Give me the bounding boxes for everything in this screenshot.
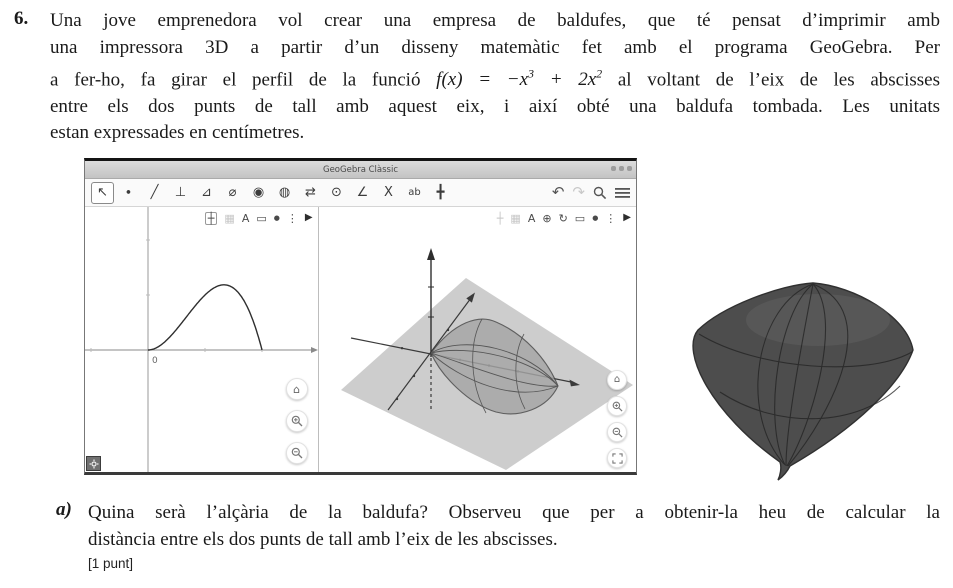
tool-buttons bbox=[91, 182, 552, 204]
statement-line: entre els dos punts de tall amb aquest eix, i així obté una baldufa tombada. Les unitats bbox=[50, 95, 940, 117]
part-a-line: distància entre els dos punts de tall amb l’eix de les abscisses. bbox=[88, 529, 558, 550]
plot-2d bbox=[85, 207, 318, 472]
settings-button[interactable] bbox=[86, 456, 101, 471]
axis-tick bbox=[446, 329, 448, 331]
statement-line-with-formula bbox=[50, 61, 940, 94]
question-number: 6. bbox=[14, 8, 29, 29]
angle-tool-icon: ∠ bbox=[356, 185, 369, 200]
question-statement bbox=[50, 8, 940, 147]
minimize-icon[interactable] bbox=[611, 166, 616, 171]
compass-tool-button[interactable] bbox=[325, 182, 348, 204]
conic-tool-icon: ◍ bbox=[278, 185, 291, 200]
line-tool-icon: ╱ bbox=[150, 185, 159, 200]
transform-tool-button[interactable] bbox=[299, 182, 322, 204]
statement-line: una impressora 3D a partir d’un disseny matemàtic fet amb el programa GeoGebra. Per bbox=[50, 36, 940, 58]
projection-icon[interactable]: ⊕ bbox=[542, 211, 552, 225]
compass-tool-icon: ⊙ bbox=[331, 185, 342, 200]
view-controls-2d bbox=[286, 378, 308, 464]
home-button[interactable] bbox=[286, 378, 308, 400]
geogebra-window bbox=[84, 158, 637, 475]
grid-icon[interactable]: ▦ bbox=[224, 211, 235, 225]
statement-line: estan expressades en centímetres. bbox=[50, 122, 305, 144]
perpendicular-line-tool-icon: ⊥ bbox=[174, 185, 187, 200]
spinning-top-figure bbox=[668, 262, 952, 490]
ellipse-tool-icon: ◉ bbox=[252, 185, 265, 200]
polygon-tool-button[interactable] bbox=[195, 182, 218, 204]
formula-exponent: 2 bbox=[596, 67, 603, 81]
close-icon[interactable] bbox=[627, 166, 632, 171]
home-button[interactable] bbox=[607, 370, 627, 390]
window-titlebar[interactable] bbox=[85, 161, 636, 179]
home-icon: ⌂ bbox=[613, 374, 621, 385]
formula-exponent: 3 bbox=[528, 67, 535, 81]
zoom-in-button[interactable] bbox=[607, 396, 627, 416]
search-icon[interactable] bbox=[593, 186, 607, 200]
stylebar-3d bbox=[497, 209, 631, 227]
text-tool-button[interactable] bbox=[377, 182, 400, 204]
transform-tool-icon: ⇄ bbox=[305, 185, 316, 200]
point-capture-icon[interactable]: ▭ bbox=[574, 211, 586, 225]
zoom-out-icon bbox=[612, 427, 623, 438]
x-axis-arrow bbox=[311, 347, 318, 353]
point-tool-button[interactable] bbox=[117, 182, 140, 204]
statement-text: a fer-ho, fa girar el perfil de la funció bbox=[50, 69, 437, 91]
fullscreen-button[interactable] bbox=[607, 448, 627, 468]
window-controls bbox=[611, 166, 632, 171]
axis-tick bbox=[395, 398, 397, 400]
part-a-text bbox=[88, 499, 940, 553]
part-a-label: a) bbox=[56, 499, 72, 520]
window-title: GeoGebra Clàssic bbox=[322, 164, 399, 175]
formula-mid: + 2x bbox=[534, 69, 597, 91]
geogebra-toolbar bbox=[85, 179, 636, 207]
collapse-stylebar-icon[interactable]: ▶ bbox=[623, 212, 631, 223]
label-tool-icon: ab bbox=[408, 186, 421, 198]
part-a-line: Quina serà l’alçària de la baldufa? Observeu que per a obtenir-la heu de calcular la bbox=[88, 502, 940, 523]
view-controls-3d bbox=[607, 370, 627, 468]
origin-label: 0 bbox=[152, 356, 158, 366]
gear-icon bbox=[89, 459, 99, 469]
conic-tool-button[interactable] bbox=[273, 182, 296, 204]
move-view-tool-button[interactable] bbox=[429, 182, 452, 204]
color-icon[interactable]: ● bbox=[592, 213, 599, 222]
text-tool-icon: X bbox=[384, 185, 393, 200]
z-axis-arrow-3d bbox=[427, 248, 435, 260]
maximize-icon[interactable] bbox=[619, 166, 624, 171]
redo-icon[interactable]: ↷ bbox=[572, 183, 585, 201]
formula-lead: f(x) = −x bbox=[436, 69, 529, 91]
home-icon: ⌂ bbox=[293, 382, 301, 396]
move-view-tool-icon: ╋ bbox=[436, 185, 445, 200]
move-tool-button[interactable] bbox=[91, 182, 114, 204]
axis-tick bbox=[412, 375, 414, 377]
undo-icon[interactable]: ↶ bbox=[551, 183, 565, 201]
ellipse-tool-button[interactable] bbox=[247, 182, 270, 204]
color-icon[interactable]: ● bbox=[273, 213, 280, 222]
zoom-in-button[interactable] bbox=[286, 410, 308, 432]
point-capture-icon[interactable]: ▭ bbox=[256, 211, 267, 225]
graphics-view-2d[interactable] bbox=[85, 207, 319, 472]
menu-icon[interactable] bbox=[615, 187, 630, 199]
more-icon[interactable]: ⋮ bbox=[286, 211, 298, 225]
axes-icon[interactable]: ┼ bbox=[205, 212, 218, 225]
grid-icon[interactable]: ▦ bbox=[510, 211, 521, 225]
points-badge: [1 punt] bbox=[88, 556, 134, 571]
graphics-view-3d[interactable] bbox=[319, 207, 636, 472]
circle-tool-button[interactable] bbox=[221, 182, 244, 204]
toolbar-right bbox=[552, 185, 630, 200]
graphics-area bbox=[85, 207, 636, 472]
rotate-view-icon[interactable]: ↻ bbox=[558, 211, 568, 225]
axis-tick bbox=[400, 347, 402, 349]
zoom-out-button[interactable] bbox=[286, 442, 308, 464]
function-formula bbox=[436, 69, 602, 90]
perpendicular-line-tool-button[interactable] bbox=[169, 182, 192, 204]
more-icon[interactable]: ⋮ bbox=[605, 211, 617, 225]
zoom-out-button[interactable] bbox=[607, 422, 627, 442]
label-icon[interactable]: A bbox=[527, 211, 536, 225]
collapse-stylebar-icon[interactable]: ▶ bbox=[304, 212, 313, 223]
plot-3d bbox=[319, 207, 637, 472]
statement-line: Una jove emprenedora vol crear una empresa de baldufes, que té pensat d’imprimir amb bbox=[50, 10, 940, 31]
move-tool-icon: ↖ bbox=[97, 185, 108, 200]
axes-icon[interactable]: ┼ bbox=[496, 211, 504, 225]
label-tool-button[interactable] bbox=[403, 182, 426, 204]
polygon-tool-icon: ⊿ bbox=[201, 185, 212, 200]
statement-text: al voltant de l’eix de les abscisses bbox=[602, 69, 940, 91]
zoom-in-icon bbox=[291, 415, 303, 427]
fullscreen-icon bbox=[612, 453, 623, 464]
line-tool-button[interactable] bbox=[143, 182, 166, 204]
function-curve[interactable] bbox=[148, 285, 262, 350]
angle-tool-button[interactable] bbox=[351, 182, 374, 204]
circle-tool-icon: ⌀ bbox=[228, 185, 237, 200]
label-icon[interactable]: A bbox=[241, 211, 250, 225]
zoom-in-icon bbox=[612, 401, 623, 412]
stylebar-2d bbox=[205, 209, 313, 227]
zoom-out-icon bbox=[291, 447, 303, 459]
point-tool-icon: ∙ bbox=[124, 185, 133, 200]
spinning-top-highlight bbox=[746, 294, 890, 346]
